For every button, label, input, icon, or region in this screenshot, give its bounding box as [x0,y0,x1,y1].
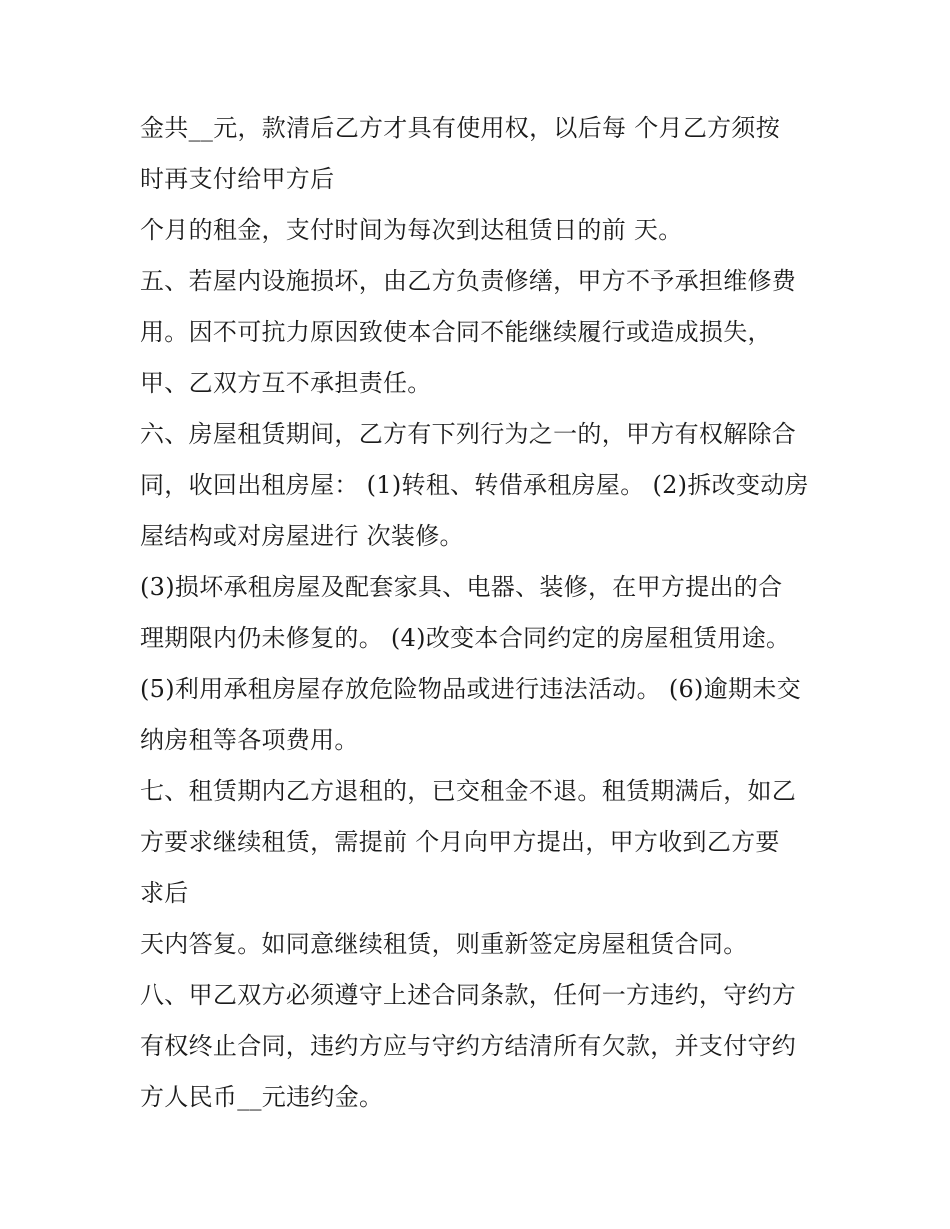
text-line: 金共__元，款清后乙方才具有使用权，以后每 个月乙方须按 [140,114,781,142]
text-line: 七、租赁期内乙方退租的，已交租金不退。租赁期满后，如乙 [140,777,797,805]
text-line: 五、若屋内设施损坏，由乙方负责修缮，甲方不予承担维修费 [140,267,797,295]
text-line: 有权终止合同，违约方应与守约方结清所有欠款，并支付守约 [140,1032,797,1060]
text-line: 纳房租等各项费用。 [140,726,359,754]
text-line: 求后 [140,879,189,907]
text-line: 天内答复。如同意继续租赁，则重新签定房屋租赁合同。 [140,930,748,958]
text-line: 用。因不可抗力原因致使本合同不能继续履行或造成损失， [140,318,772,346]
text-line: 时再支付给甲方后 [140,165,335,193]
text-line: 六、房屋租赁期间，乙方有下列行为之一的，甲方有权解除合 [140,420,797,448]
text-line: (5)利用承租房屋存放危险物品或进行违法活动。 (6)逾期未交 [140,675,801,703]
text-line: 方要求继续租赁，需提前 个月向甲方提出，甲方收到乙方要 [140,828,780,856]
text-line: 甲、乙双方互不承担责任。 [140,369,432,397]
text-line: 理期限内仍未修复的。 (4)改变本合同约定的房屋租赁用途。 [140,624,791,652]
text-line: 个月的租金，支付时间为每次到达租赁日的前 天。 [140,216,683,244]
text-line: 方人民币__元违约金。 [140,1083,384,1111]
text-line: 屋结构或对房屋进行 次装修。 [140,522,464,550]
text-line: 八、甲乙双方必须遵守上述合同条款，任何一方违约，守约方 [140,981,797,1009]
text-line: 同，收回出租房屋： (1)转租、转借承租房屋。 (2)拆改变动房 [140,471,809,499]
text-line: (3)损坏承租房屋及配套家具、电器、装修，在甲方提出的合 [140,573,783,601]
